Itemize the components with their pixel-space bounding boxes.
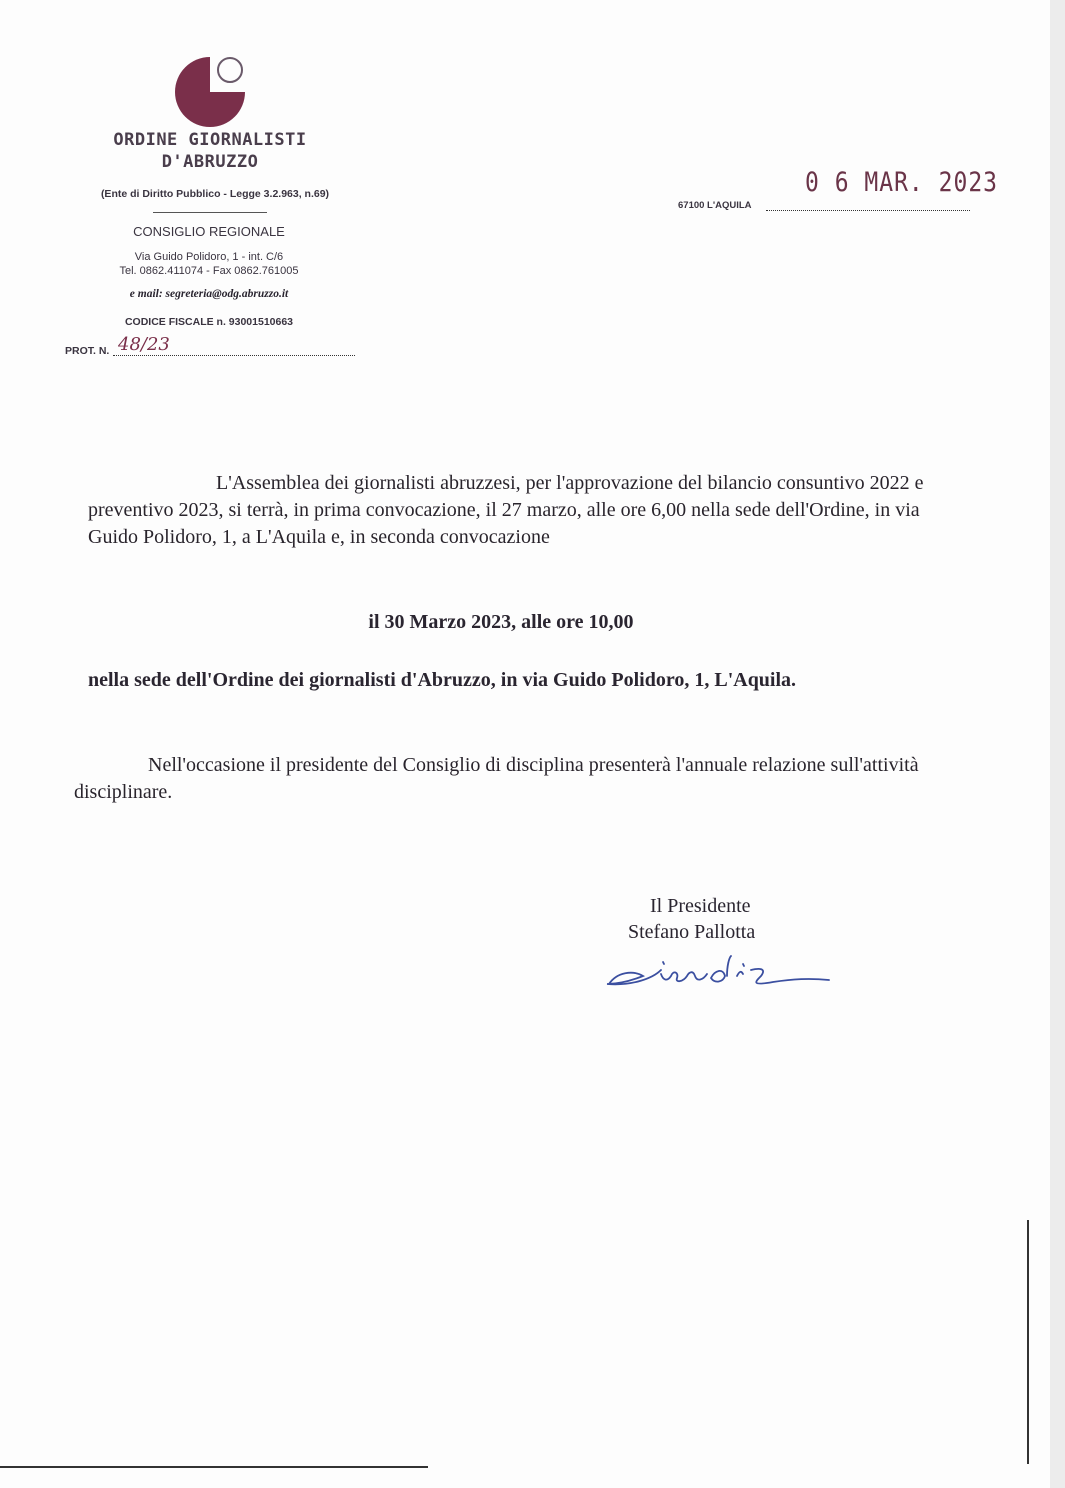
protocol-dotted-line bbox=[113, 355, 355, 356]
place-label: 67100 L'AQUILA bbox=[678, 200, 752, 211]
organization-name-line2: D'ABRUZZO bbox=[161, 152, 259, 172]
ordine-logo-icon bbox=[172, 50, 252, 130]
header-divider bbox=[153, 212, 267, 213]
email-address: e mail: segreteria@odg.abruzzo.it bbox=[129, 288, 289, 300]
place-dotted-line bbox=[766, 210, 970, 211]
announcement-paragraph: L'Assemblea dei giornalisti abruzzesi, per l'approvazione del bilancio consuntivo 2022 e preventivo 2023, si terrà, in prima convocazione, il 27 marzo, alle ore 6,00 nella sede dell'Ordine, in via Guido Polidoro, 1, a L'Aquila e, in seconda convocazione bbox=[88, 472, 924, 548]
right-scan-line bbox=[1027, 1220, 1029, 1464]
protocol-number: 48/23 bbox=[118, 334, 170, 355]
tax-code: CODICE FISCALE n. 93001510663 bbox=[124, 316, 294, 328]
bottom-scan-line bbox=[0, 1466, 428, 1468]
council-name: CONSIGLIO REGIONALE bbox=[133, 224, 285, 239]
street-address: Via Guido Polidoro, 1 - int. C/6 bbox=[134, 251, 284, 263]
disciplinary-report-paragraph: Nell'occasione il presidente del Consiglio di disciplina presenterà l'annuale relazione sull'attività disciplinare. bbox=[74, 754, 919, 803]
date-stamp: 0 6 MAR. 2023 bbox=[805, 168, 999, 198]
organization-name-line1: ORDINE GIORNALISTI bbox=[113, 130, 307, 150]
organization-name bbox=[70, 129, 350, 173]
handwritten-signature bbox=[603, 950, 843, 1000]
signatory-name: Stefano Pallotta bbox=[628, 921, 756, 943]
phone-fax: Tel. 0862.411074 - Fax 0862.761005 bbox=[119, 265, 299, 277]
scan-edge-shadow bbox=[1050, 0, 1065, 1488]
legal-status: (Ente di Diritto Pubblico - Legge 3.2.963, n.69) bbox=[100, 188, 330, 200]
signatory-title: Il Presidente bbox=[650, 895, 751, 917]
protocol-label: PROT. N. bbox=[65, 345, 110, 357]
meeting-place: nella sede dell'Ordine dei giornalisti d'Abruzzo, in via Guido Polidoro, 1, L'Aquila. bbox=[88, 669, 797, 691]
meeting-date: il 30 Marzo 2023, alle ore 10,00 bbox=[368, 611, 634, 633]
contact-block bbox=[70, 250, 348, 278]
